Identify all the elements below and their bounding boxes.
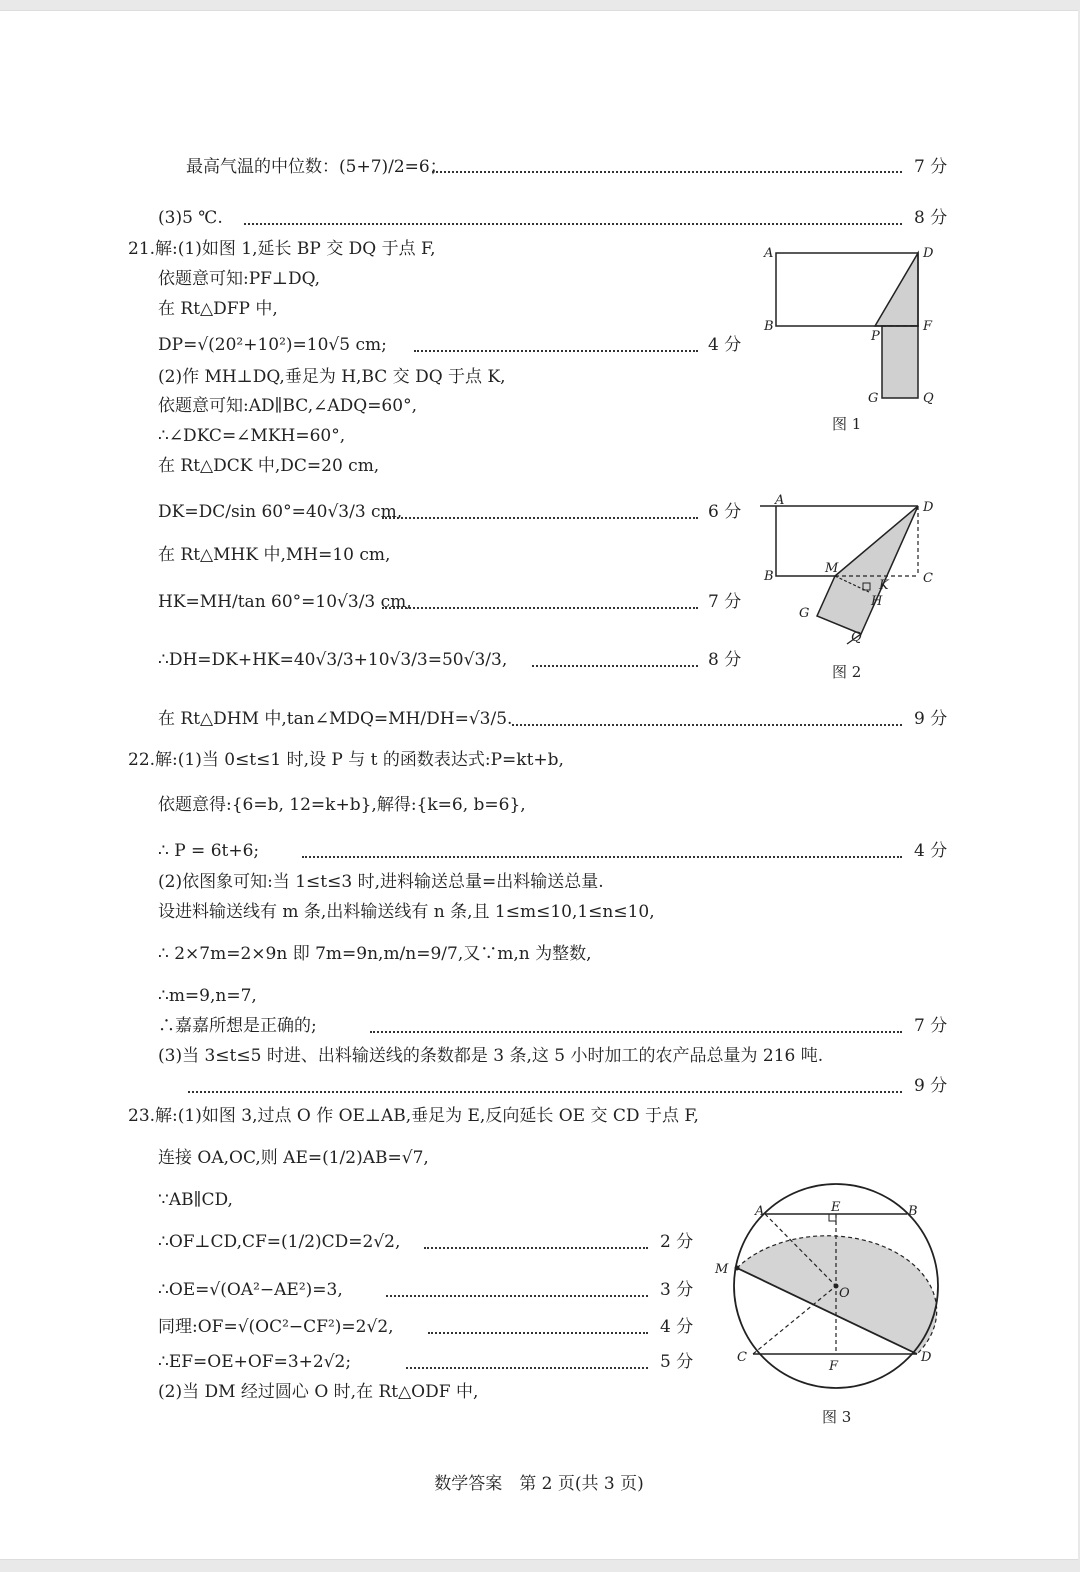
- label-D: D: [923, 500, 934, 515]
- line: (3)5 ℃.: [158, 208, 223, 228]
- line: ∴ P = 6t+6;: [158, 841, 260, 861]
- label-D: D: [923, 246, 934, 261]
- score: 4 分: [914, 841, 948, 861]
- figure-1: [755, 236, 955, 416]
- line: 在 Rt△DHM 中,tan∠MDQ=MH/DH=√3/5.: [158, 709, 513, 729]
- line: ∴EF=OE+OF=3+2√2;: [158, 1352, 352, 1372]
- line: ∴嘉嘉所想是正确的;: [158, 1016, 317, 1036]
- figure-2-caption: 图 2: [832, 663, 862, 681]
- score: 9 分: [914, 709, 948, 729]
- line: 最高气温的中位数：(5+7)/2=6；: [186, 157, 447, 177]
- line: 23.解:(1)如图 3,过点 O 作 OE⊥AB,垂足为 E,反向延长 OE 交 CD 于点 F,: [128, 1106, 699, 1126]
- score: 7 分: [914, 157, 948, 177]
- answer-page: [0, 10, 1078, 1560]
- score: 2 分: [660, 1232, 694, 1252]
- figure-3-caption: 图 3: [822, 1408, 852, 1426]
- line: 依题意可知:AD∥BC,∠ADQ=60°,: [158, 396, 417, 416]
- line: ∴∠DKC=∠MKH=60°,: [158, 426, 346, 446]
- line: 在 Rt△DFP 中,: [158, 299, 278, 319]
- score: 4 分: [708, 335, 742, 355]
- label-C: C: [737, 1350, 747, 1365]
- score: 8 分: [708, 650, 742, 670]
- line: DP=√(20²+10²)=10√5 cm;: [158, 335, 387, 355]
- label-A: A: [775, 493, 785, 508]
- line: DK=DC/sin 60°=40√3/3 cm,: [158, 502, 403, 522]
- score: 7 分: [914, 1016, 948, 1036]
- figure-2: [755, 489, 955, 659]
- score: 3 分: [660, 1280, 694, 1300]
- label-B: B: [908, 1204, 918, 1219]
- label-B: B: [764, 319, 774, 334]
- line: 依题意可知:PF⊥DQ,: [158, 269, 321, 289]
- line: 在 Rt△DCK 中,DC=20 cm,: [158, 456, 380, 476]
- line: (2)依图象可知:当 1≤t≤3 时,进料输送总量=出料输送总量.: [158, 872, 604, 892]
- label-G: G: [868, 391, 879, 406]
- label-Q: Q: [851, 630, 862, 645]
- label-M: M: [825, 561, 839, 576]
- line: 依题意得:{6=b, 12=k+b},解得:{k=6, b=6},: [158, 795, 526, 815]
- score: 5 分: [660, 1352, 694, 1372]
- label-C: C: [923, 571, 933, 586]
- line: 21.解:(1)如图 1,延长 BP 交 DQ 于点 F,: [128, 239, 436, 259]
- line: 同理:OF=√(OC²−CF²)=2√2,: [158, 1317, 394, 1337]
- line: 设进料输送线有 m 条,出料输送线有 n 条,且 1≤m≤10,1≤n≤10,: [158, 902, 655, 922]
- line: ∴ 2×7m=2×9n 即 7m=9n,m/n=9/7,又∵m,n 为整数,: [158, 944, 592, 964]
- label-M: M: [715, 1262, 729, 1277]
- label-B: B: [764, 569, 774, 584]
- label-Q: Q: [923, 391, 934, 406]
- line: 连接 OA,OC,则 AE=(1/2)AB=√7,: [158, 1148, 429, 1168]
- label-K: K: [879, 578, 889, 593]
- score: 4 分: [660, 1317, 694, 1337]
- line: ∴m=9,n=7,: [158, 986, 257, 1006]
- label-D: D: [921, 1350, 932, 1365]
- label-F: F: [829, 1359, 839, 1374]
- figure-1-caption: 图 1: [832, 415, 862, 433]
- label-A: A: [764, 246, 774, 261]
- score: 8 分: [914, 208, 948, 228]
- page-footer: 数学答案 第 2 页(共 3 页): [434, 1474, 644, 1494]
- score: 7 分: [708, 592, 742, 612]
- line: 在 Rt△MHK 中,MH=10 cm,: [158, 545, 391, 565]
- label-G: G: [799, 606, 810, 621]
- line: (3)当 3≤t≤5 时进、出料输送线的条数都是 3 条,这 5 小时加工的农产品总量为 216 吨.: [158, 1046, 824, 1066]
- label-A: A: [755, 1204, 765, 1219]
- line: ∴OE=√(OA²−AE²)=3,: [158, 1280, 343, 1300]
- line: (2)作 MH⊥DQ,垂足为 H,BC 交 DQ 于点 K,: [158, 367, 506, 387]
- line: ∵AB∥CD,: [158, 1190, 233, 1210]
- label-H: H: [871, 594, 883, 609]
- line: ∴DH=DK+HK=40√3/3+10√3/3=50√3/3,: [158, 650, 508, 670]
- line: 22.解:(1)当 0≤t≤1 时,设 P 与 t 的函数表达式:P=kt+b,: [128, 750, 564, 770]
- line: (2)当 DM 经过圆心 O 时,在 Rt△ODF 中,: [158, 1382, 479, 1402]
- label-P: P: [871, 329, 880, 344]
- line: ∴OF⊥CD,CF=(1/2)CD=2√2,: [158, 1232, 401, 1252]
- label-E: E: [831, 1200, 841, 1215]
- figure-3: [705, 1181, 965, 1401]
- label-O: O: [839, 1286, 850, 1301]
- label-F: F: [923, 319, 933, 334]
- score: 9 分: [914, 1076, 948, 1096]
- score: 6 分: [708, 502, 742, 522]
- line: HK=MH/tan 60°=10√3/3 cm,: [158, 592, 412, 612]
